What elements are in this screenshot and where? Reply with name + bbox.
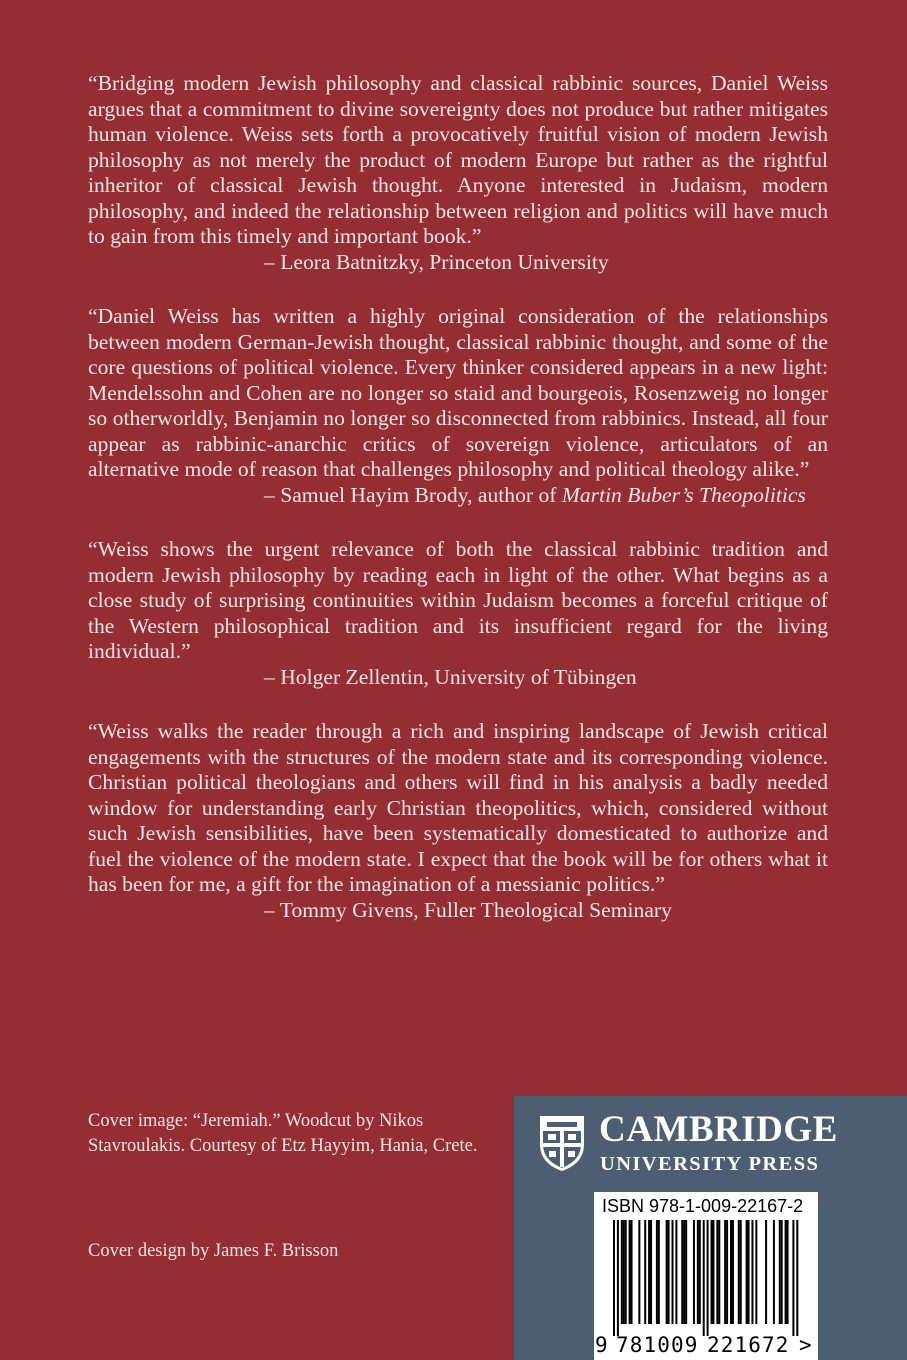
publisher-panel <box>514 1096 907 1360</box>
attribution-author: – Samuel Hayim Brody, author of <box>264 482 562 507</box>
barcode-bar <box>748 1220 750 1324</box>
barcode-bar <box>712 1220 714 1324</box>
blurb <box>88 719 828 923</box>
blurb <box>88 304 828 508</box>
barcode-bar <box>656 1220 658 1324</box>
barcode-bar <box>716 1220 718 1324</box>
barcode-bar <box>724 1220 726 1324</box>
barcode-bar <box>666 1220 668 1324</box>
barcode-second-group: 221672 <box>707 1333 790 1357</box>
barcode-bar <box>650 1220 652 1324</box>
barcode-bar <box>638 1220 640 1324</box>
barcode-bar <box>751 1220 753 1324</box>
blurb-quote: “Daniel Weiss has written a highly original consideration of the relationships between modern German-Jewish thought, classical rabbinic thought, and some of the core questions of political violence. Every thinker considered appears in a new light: Mendelssohn and Cohen are no longer so staid and bourgeois, Rosenzweig no longer so otherworldly, Benjamin no longer so disconnected from rabbinics. Instead, all four appear as rabbinic-anarchic critics of sovereign violence, articulators of an alternative mode of reason that challenges philosophy and political theology alike.” <box>88 304 828 481</box>
publisher-name: CAMBRIDGE <box>599 1109 838 1150</box>
barcode-bar <box>718 1220 720 1324</box>
endorsement-blurbs <box>88 71 828 952</box>
barcode-bar <box>707 1220 709 1336</box>
barcode-bar <box>740 1220 742 1324</box>
barcode-bar <box>730 1220 732 1324</box>
barcode-bar <box>625 1220 627 1324</box>
barcode-bar <box>746 1220 748 1324</box>
barcode-bar <box>685 1220 687 1324</box>
blurb-attribution: – Leora Batnitzky, Princeton University <box>264 249 609 274</box>
barcode-bar <box>773 1220 775 1324</box>
publisher-subtitle: UNIVERSITY PRESS <box>600 1153 820 1175</box>
barcode-bar <box>668 1220 670 1324</box>
barcode-bar <box>658 1220 660 1324</box>
blurb-attribution: – Tommy Givens, Fuller Theological Seminary <box>264 897 672 922</box>
blurb-quote: “Weiss shows the urgent relevance of both the classical rabbinic tradition and modern Jewish philosophy by reading each in light of the other. What begins as a close study of surprising continuities within Judaism becomes a forceful critique of the Western philosophical tradition and its insufficient regard for the living individual.” <box>88 537 828 663</box>
barcode-bar <box>699 1220 701 1324</box>
barcode-bar <box>631 1220 633 1324</box>
blurb-quote: “Bridging modern Jewish philosophy and classical rabbinic sources, Daniel Weiss argues that a commitment to divine sovereignty does not produce but rather mitigates human violence. Weiss sets forth a provocatively fruitful vision of modern Jewish philosophy as not merely the product of modern Europe but rather as the rightful inheritor of classical Jewish thought. Anyone interested in Judaism, modern philosophy, and indeed the relationship between religion and politics will have much to gain from this timely and important book.” <box>88 71 828 248</box>
barcode-bar <box>755 1220 757 1324</box>
barcode-bar <box>732 1220 734 1324</box>
cover-design-credit: Cover design by James F. Brisson <box>88 1241 339 1261</box>
blurb-attribution: – Holger Zellentin, University of Tübingen <box>264 664 637 689</box>
blurb <box>88 71 828 275</box>
cambridge-crest-icon <box>537 1114 587 1172</box>
barcode-bar <box>765 1220 767 1324</box>
barcode-bar <box>613 1220 615 1336</box>
barcode-bar <box>711 1220 713 1324</box>
isbn-label: ISBN 978-1-009-22167-2 <box>602 1196 804 1216</box>
blurb-quote: “Weiss walks the reader through a rich and inspiring landscape of Jewish critical engagements with the structures of the modern state and its corresponding violence. Christian political theologians and others will find in his analysis a badly needed window for understanding early Christian theopolitics, which, considered without such Jewish sensibilities, have been systematically domesticated to authorize and fuel the violence of the modern state. I expect that the book will be for others what it has been for me, a gift for the imagination of a messianic politics.” <box>88 719 828 896</box>
barcode-bars <box>600 1220 814 1336</box>
barcode-bar <box>683 1220 685 1324</box>
barcode-bar <box>796 1220 798 1336</box>
attribution-book-title: Martin Buber’s Theopolitics <box>561 482 806 507</box>
barcode-bar <box>726 1220 728 1324</box>
blurb <box>88 537 828 690</box>
barcode-lead-digit: 9 <box>595 1333 608 1357</box>
barcode-bar <box>693 1220 695 1324</box>
barcode-bar <box>623 1220 625 1324</box>
barcode-bar <box>785 1220 787 1324</box>
isbn-barcode <box>594 1192 818 1360</box>
barcode-bar <box>779 1220 781 1324</box>
barcode-bar <box>787 1220 789 1324</box>
barcode-bar <box>672 1220 674 1324</box>
cover-image-credit: Cover image: “Jeremiah.” Woodcut by Nikos Stavroulakis. Courtesy of Etz Hayyim, Hania, Crete. <box>88 1111 478 1156</box>
barcode-bar <box>792 1220 794 1336</box>
barcode-quiet-zone-marker: > <box>799 1333 812 1357</box>
barcode-bar <box>703 1220 705 1336</box>
barcode-bar <box>644 1220 646 1324</box>
barcode-bar <box>629 1220 631 1324</box>
barcode-bar <box>621 1220 623 1324</box>
barcode-bar <box>617 1220 619 1336</box>
barcode-bar <box>648 1220 650 1324</box>
blurb-attribution <box>88 483 828 509</box>
barcode-bar <box>697 1220 699 1324</box>
barcode-first-group: 781009 <box>616 1333 699 1357</box>
barcode-bar <box>675 1220 677 1324</box>
barcode-bar <box>738 1220 740 1324</box>
barcode-bar <box>781 1220 783 1324</box>
barcode-bar <box>681 1220 683 1324</box>
